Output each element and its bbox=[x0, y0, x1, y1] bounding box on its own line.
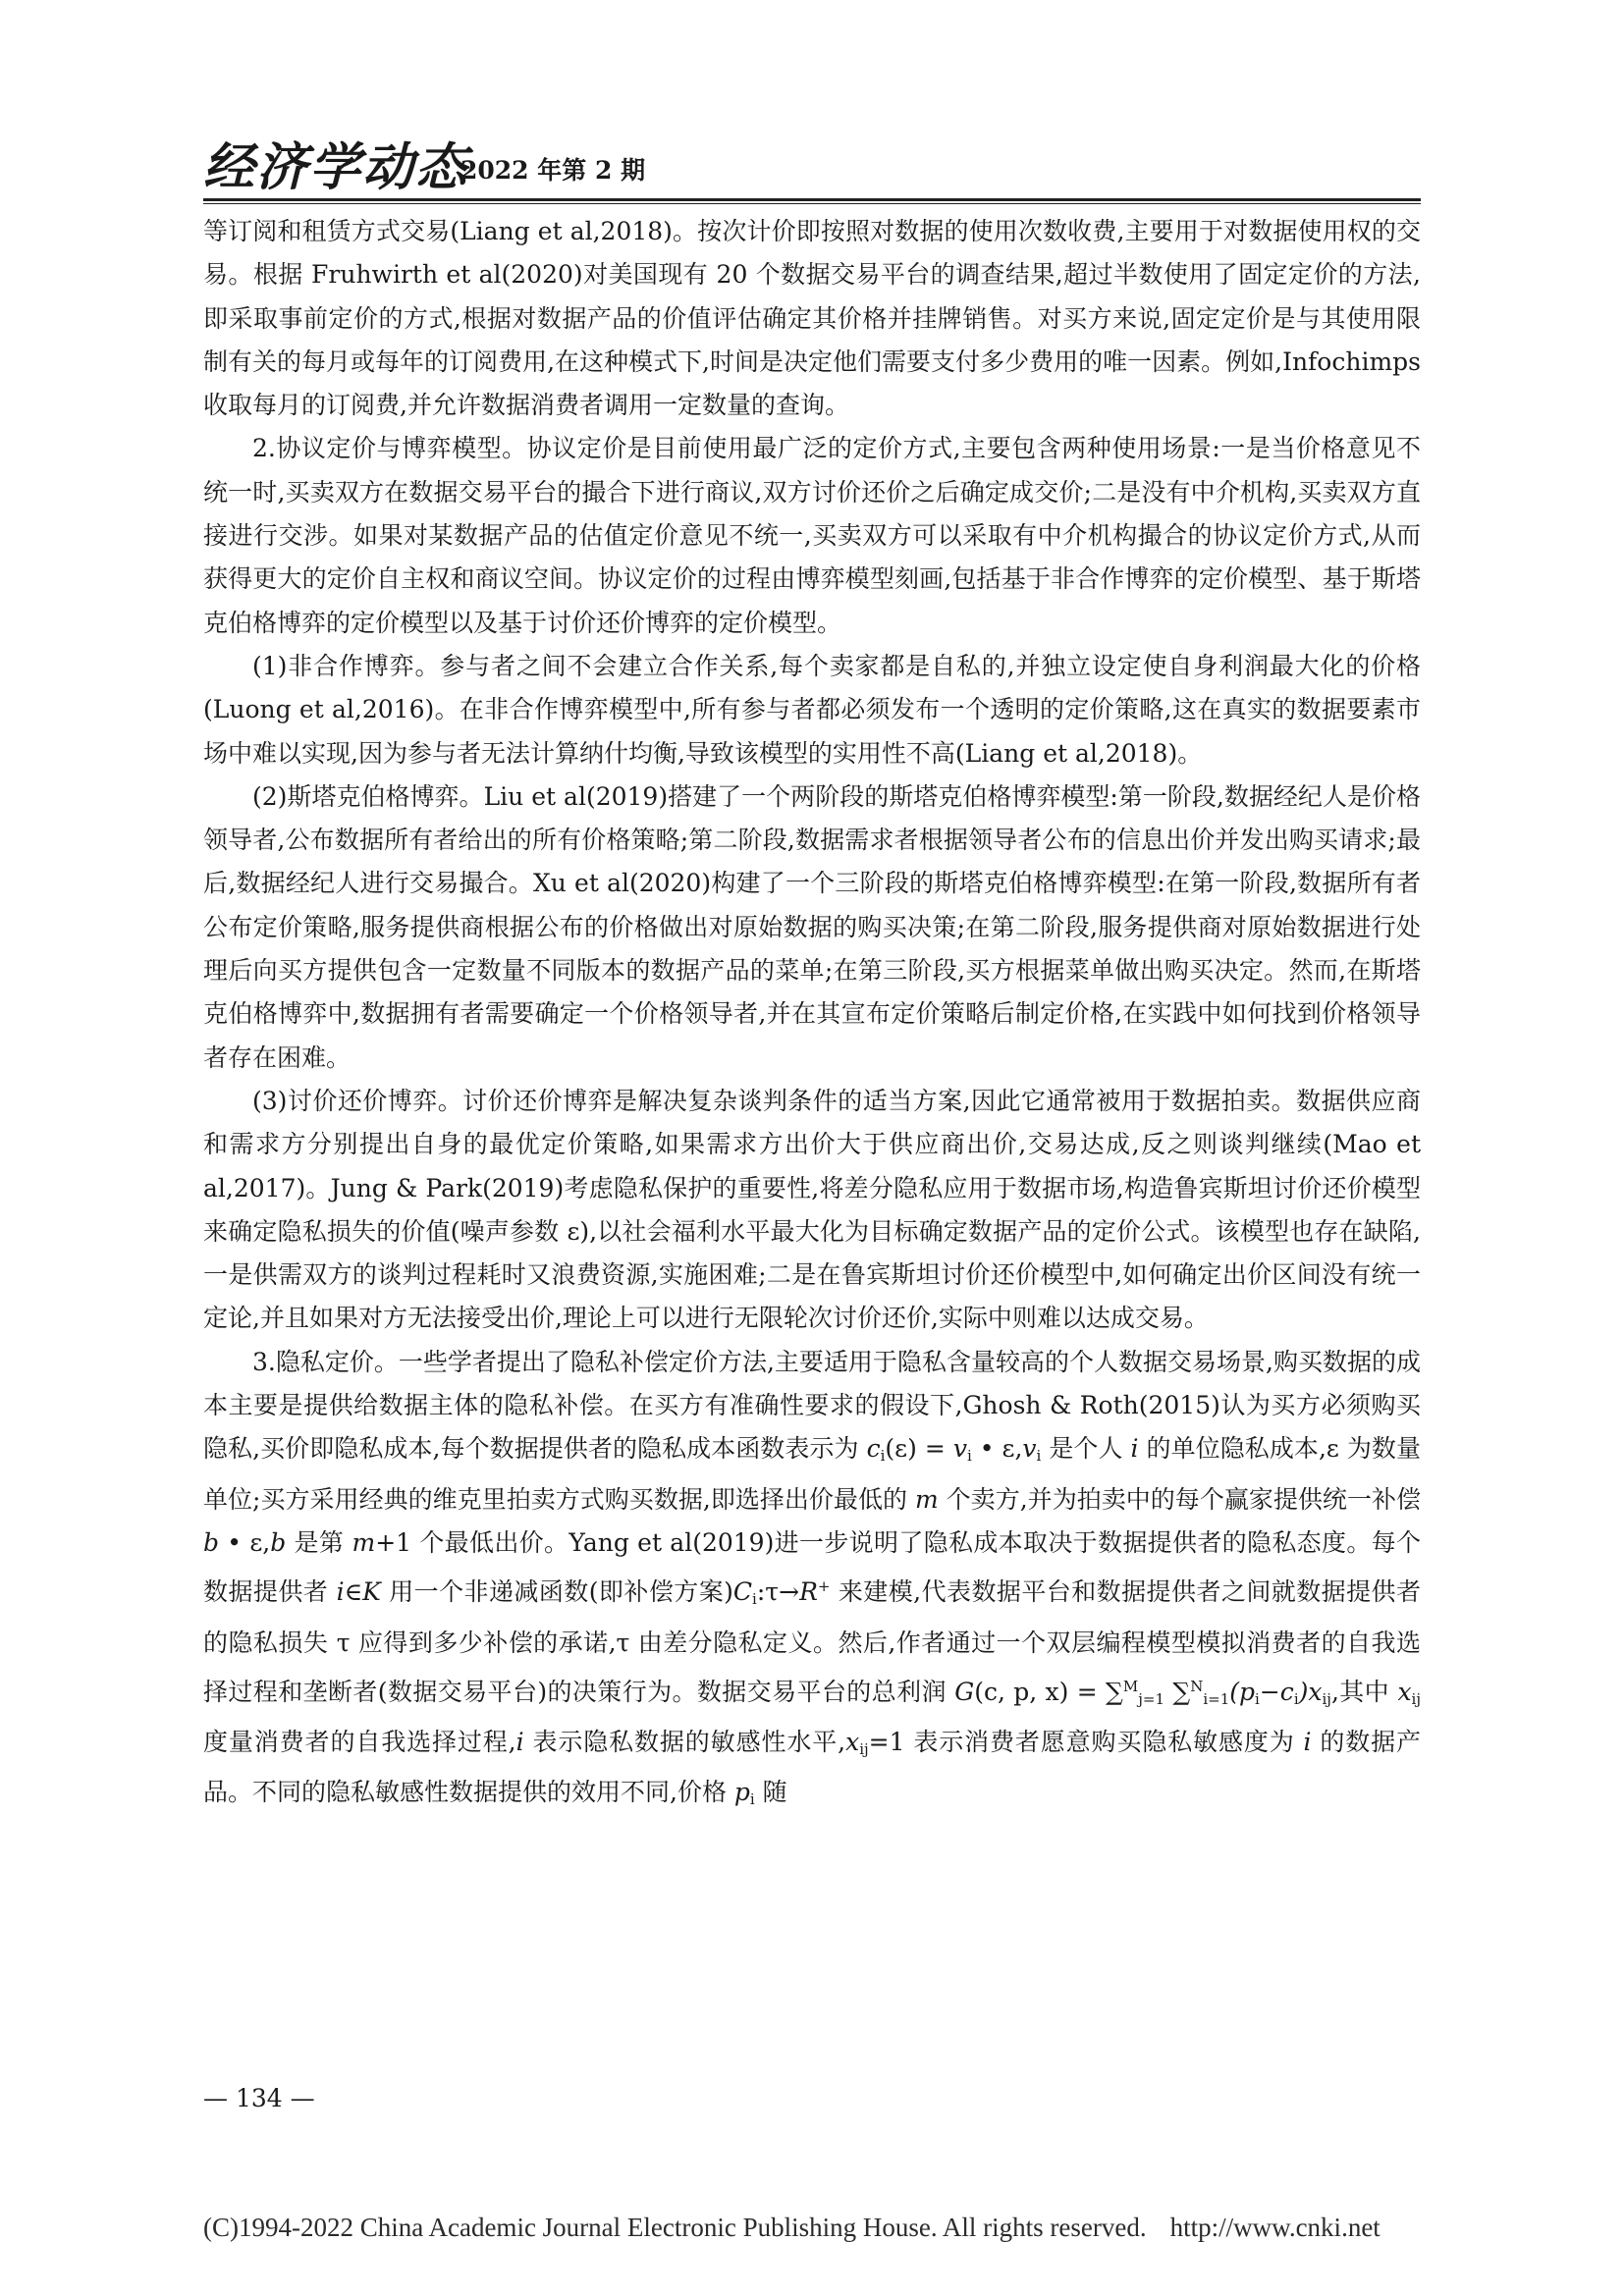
text-run: 随 bbox=[754, 1778, 787, 1807]
math-var: R bbox=[799, 1577, 818, 1607]
text-run: ,其中 bbox=[1330, 1677, 1398, 1706]
math-subscript: j=1 bbox=[1138, 1689, 1165, 1708]
text-run: 度量消费者的自我选择过程, bbox=[203, 1728, 516, 1757]
math-subscript: i bbox=[880, 1447, 886, 1466]
header-rule-thick bbox=[203, 198, 1421, 201]
math-var: i bbox=[1130, 1434, 1139, 1464]
math-superscript: + bbox=[817, 1577, 831, 1596]
math-var: p bbox=[733, 1778, 750, 1807]
math-var: −c bbox=[1259, 1677, 1294, 1706]
math-superscript: N bbox=[1190, 1677, 1204, 1695]
text-run: • ε, bbox=[219, 1527, 271, 1557]
math-var: (p bbox=[1229, 1677, 1256, 1706]
paragraph: 2.协议定价与博弈模型。协议定价是目前使用最广泛的定价方式,主要包含两种使用场景:一是当价格意见不统一时,买卖双方在数据交易平台的撮合下进行商议,双方讨价还价之后确定成交价;二是没有中介机构,买卖双方直接进行交涉。如果对某数据产品的估值定价意见不统一,买卖双方可以采取有中介机构撮合的协议定价方式,从而获得更大的定价自主权和商议空间。协议定价的过程由博弈模型刻画,包括基于非合作博弈的定价模型、基于斯塔克伯格博弈的定价模型以及基于讨价还价博弈的定价模型。 bbox=[203, 434, 1421, 637]
text-run: (c, p, x) = ∑ bbox=[974, 1677, 1123, 1706]
issue-label: 2022 年第 2 期 bbox=[460, 156, 646, 185]
math-subscript: i bbox=[749, 1790, 755, 1809]
text-run: =1 表示消费者愿意购买隐私敏感度为 bbox=[868, 1728, 1304, 1757]
math-subscript: ij bbox=[859, 1740, 869, 1759]
math-subscript: i bbox=[1255, 1689, 1260, 1708]
math-var: m bbox=[914, 1484, 939, 1514]
math-var: C bbox=[732, 1577, 753, 1607]
journal-logo: 经济学动态 bbox=[203, 137, 469, 197]
text-run: 的数据产品。不同的隐私敏感性数据提供的效用不同,价格 bbox=[203, 1728, 1422, 1807]
paragraph: 等订阅和租赁方式交易(Liang et al,2018)。按次计价即按照对数据的使用次数收费,主要用于对数据使用权的交易。根据 Fruhwirth et al(2020)对美国现有 20 个数据交易平台的调查结果,超过半数使用了固定定价的方法,即采取事前定价的方式,根据对数据产品的价值评估确定其价格并挂牌销售。对买方来说,固定定价是与其使用限制有关的每月或每年的订阅费用,在这种模式下,时间是决定他们需要支付多少费用的唯一因素。例如,Infochimps 收取每月的订阅费,并允许数据消费者调用一定数量的查询。 bbox=[203, 217, 1421, 420]
math-subscript: i bbox=[1036, 1447, 1042, 1466]
text-run: ∈ bbox=[344, 1577, 363, 1607]
math-subscript: ij bbox=[1411, 1689, 1421, 1708]
cnki-footer bbox=[203, 2208, 1380, 2247]
math-var: i bbox=[515, 1728, 524, 1757]
math-var: )x bbox=[1298, 1677, 1323, 1706]
math-var: G bbox=[954, 1677, 975, 1706]
page-number: — 134 — bbox=[203, 2084, 315, 2112]
math-subscript: i bbox=[966, 1447, 972, 1466]
header-rule-thin bbox=[203, 203, 1421, 204]
text-run: • ε, bbox=[971, 1434, 1023, 1464]
text-run: :τ→ bbox=[756, 1577, 800, 1607]
math-var: i bbox=[1303, 1728, 1312, 1757]
math-superscript: M bbox=[1122, 1677, 1139, 1695]
text-run: (ε) = bbox=[885, 1434, 953, 1464]
math-var: i bbox=[336, 1577, 345, 1607]
text-run: 是个人 bbox=[1041, 1434, 1131, 1464]
math-subscript: i=1 bbox=[1203, 1689, 1230, 1708]
copyright-text: (C)1994-2022 China Academic Journal Electronic Publishing House. All rights reserved. bbox=[203, 2213, 1147, 2242]
math-subscript: ij bbox=[1322, 1689, 1331, 1708]
math-var: v bbox=[952, 1434, 967, 1464]
text-run: 的单位隐私成本,ε 为数量单位;买方采用经典的维克里拍卖方式购买数据,即选择出价最低的 bbox=[203, 1434, 1421, 1514]
paragraph-privacy-pricing bbox=[203, 1341, 1421, 1822]
text-run: 3.隐私定价。一些学者提出了隐私补偿定价方法,主要适用于隐私含量较高的个人数据交易场景,购买数据的成本主要是提供给数据主体的隐私补偿。在买方有准确性要求的假设下,Ghosh & Roth(2015)认为买方必须购买隐私,买价即隐私成本,每个数据提供者的隐私成本函数表示为 bbox=[203, 1347, 1421, 1464]
math-var: x bbox=[1397, 1677, 1412, 1706]
running-header bbox=[203, 137, 1421, 198]
math-var: v bbox=[1022, 1434, 1037, 1464]
cnki-url: http://www.cnki.net bbox=[1169, 2213, 1380, 2242]
math-var: K bbox=[362, 1577, 381, 1607]
text-run: 表示隐私数据的敏感性水平, bbox=[523, 1728, 846, 1757]
paragraph: (2)斯塔克伯格博弈。Liu et al(2019)搭建了一个两阶段的斯塔克伯格博弈模型:第一阶段,数据经纪人是价格领导者,公布数据所有者给出的所有价格策略;第二阶段,数据需求者根据领导者公布的信息出价并发出购买请求;最后,数据经纪人进行交易撮合。Xu et al(2020)构建了一个三阶段的斯塔克伯格博弈模型:在第一阶段,数据所有者公布定价策略,服务提供商根据公布的价格做出对原始数据的购买决策;在第二阶段,服务提供商对原始数据进行处理后向买方提供包含一定数量不同版本的数据产品的菜单;在第三阶段,买方根据菜单做出购买决定。然而,在斯塔克伯格博弈中,数据拥有者需要确定一个价格领导者,并在其宣布定价策略后制定价格,在实践中如何找到价格领导者存在困难。 bbox=[203, 781, 1421, 1072]
math-subscript: i bbox=[752, 1590, 757, 1609]
text-run: 来建模,代表数据平台和数据提供者之间就数据提供者的隐私损失 τ 应得到多少补偿的承诺,τ 由差分隐私定义。然后,作者通过一个双层编程模型模拟消费者的自我选择过程和垄断者(数据交易平台)的决策行为。数据交易平台的总利润 bbox=[203, 1577, 1421, 1706]
paragraph: (3)讨价还价博弈。讨价还价博弈是解决复杂谈判条件的适当方案,因此它通常被用于数据拍卖。数据供应商和需求方分别提出自身的最优定价策略,如果需求方出价大于供应商出价,交易达成,反之则谈判继续(Mao et al,2017)。Jung & Park(2019)考虑隐私保护的重要性,将差分隐私应用于数据市场,构造鲁宾斯坦讨价还价模型来确定隐私损失的价值(噪声参数 ε),以社会福利水平最大化为目标确定数据产品的定价公式。该模型也存在缺陷,一是供需双方的谈判过程耗时又浪费资源,实施困难;二是在鲁宾斯坦讨价还价模型中,如何确定出价区间没有统一定论,并且如果对方无法接受出价,理论上可以进行无限轮次讨价还价,实际中则难以达成交易。 bbox=[203, 1086, 1421, 1333]
article-body bbox=[203, 210, 1421, 1822]
text-run: +1 个最低出价。Yang et al(2019)进一步说明了隐私成本取决于数据提供者的隐私态度。每个数据提供者 bbox=[203, 1527, 1422, 1607]
math-var: x bbox=[845, 1728, 860, 1757]
math-var: b bbox=[270, 1527, 287, 1557]
text-run: 是第 bbox=[286, 1527, 352, 1557]
text-run: 个卖方,并为拍卖中的每个赢家提供统一补偿 bbox=[938, 1484, 1421, 1514]
math-var: c bbox=[866, 1434, 881, 1464]
math-var: b bbox=[203, 1527, 220, 1557]
math-subscript: i bbox=[1293, 1689, 1299, 1708]
text-run: 用一个非递减函数(即补偿方案) bbox=[380, 1577, 733, 1607]
math-var: m bbox=[352, 1527, 376, 1557]
paragraph: (1)非合作博弈。参与者之间不会建立合作关系,每个卖家都是自私的,并独立设定使自身利润最大化的价格(Luong et al,2016)。在非合作博弈模型中,所有参与者都必须发布一个透明的定价策略,这在真实的数据要素市场中难以实现,因为参与者无法计算纳什均衡,导致该模型的实用性不高(Liang et al,2018)。 bbox=[203, 651, 1421, 768]
text-run: ∑ bbox=[1164, 1677, 1191, 1706]
